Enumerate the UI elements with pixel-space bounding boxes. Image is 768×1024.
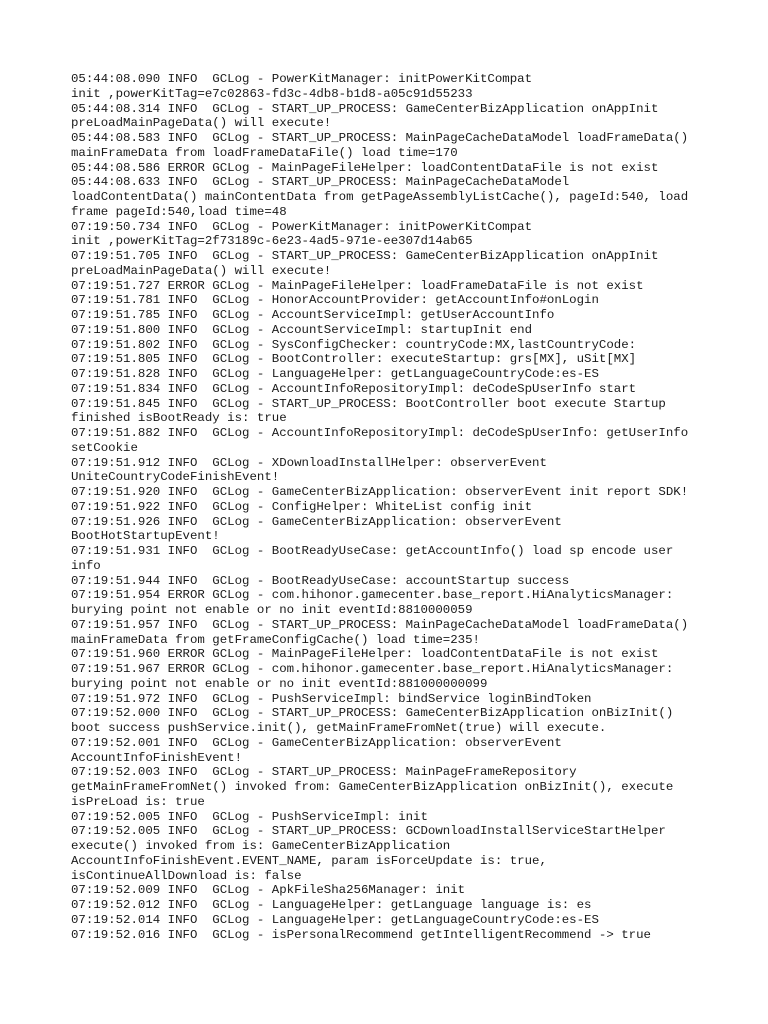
log-line: mainFrameData from loadFrameDataFile() load time=170	[71, 145, 458, 160]
log-line: 07:19:51.705 INFO GCLog - START_UP_PROCESS: GameCenterBizApplication onAppInit	[71, 249, 659, 263]
log-line: 07:19:51.828 INFO GCLog - LanguageHelper: getLanguageCountryCode:es-ES	[71, 367, 599, 381]
log-line: 07:19:51.834 INFO GCLog - AccountInfoRepositoryImpl: deCodeSpUserInfo start	[71, 381, 637, 396]
log-line: init ,powerKitTag=e7c02863-fd3c-4db8-b1d8-a05c91d55233	[71, 86, 473, 101]
log-line: 07:19:51.967 ERROR GCLog - com.hihonor.gamecenter.base_report.HiAnalyticsManager:	[71, 662, 674, 676]
log-line: 05:44:08.583 INFO GCLog - START_UP_PROCESS: MainPageCacheDataModel loadFrameData()	[71, 131, 689, 145]
log-line: execute() invoked from is: GameCenterBizApplication	[71, 839, 451, 853]
log-line: 07:19:52.012 INFO GCLog - LanguageHelper: getLanguage language is: es	[71, 898, 592, 912]
log-line: frame pageId:540,load time=48	[71, 204, 287, 219]
log-line: finished isBootReady is: true	[71, 411, 287, 426]
log-line: 05:44:08.314 INFO GCLog - START_UP_PROCESS: GameCenterBizApplication onAppInit	[71, 101, 659, 116]
log-line: burying point not enable or no init eventId:8810000059	[71, 603, 473, 617]
log-line: 07:19:52.005 INFO GCLog - START_UP_PROCESS: GCDownloadInstallServiceStartHelper	[71, 824, 666, 839]
log-line: 07:19:51.805 INFO GCLog - BootController: executeStartup: grs[MX], uSit[MX]	[71, 352, 637, 367]
log-line: 05:44:08.090 INFO GCLog - PowerKitManager: initPowerKitCompat	[71, 72, 533, 86]
log-line: 05:44:08.586 ERROR GCLog - MainPageFileHelper: loadContentDataFile is not exist	[71, 160, 659, 175]
log-line: 07:19:52.009 INFO GCLog - ApkFileSha256Manager: init	[71, 883, 466, 898]
log-line: isContinueAllDownload is: false	[71, 868, 302, 883]
log-line: preLoadMainPageData() will execute!	[71, 263, 332, 278]
log-line: boot success pushService.init(), getMainFrameFromNet(true) will execute.	[71, 721, 607, 735]
log-line: 07:19:51.944 INFO GCLog - BootReadyUseCase: accountStartup success	[71, 573, 570, 588]
log-line: 07:19:51.912 INFO GCLog - XDownloadInstallHelper: observerEvent	[71, 455, 547, 470]
log-line: 07:19:52.001 INFO GCLog - GameCenterBizApplication: observerEvent	[71, 735, 562, 750]
log-line: AccountInfoFinishEvent!	[71, 750, 243, 765]
log-line: 05:44:08.633 INFO GCLog - START_UP_PROCESS: MainPageCacheDataModel	[71, 175, 570, 190]
log-line: preLoadMainPageData() will execute!	[71, 116, 332, 131]
log-line: BootHotStartupEvent!	[71, 529, 220, 544]
log-line: 07:19:51.785 INFO GCLog - AccountServiceImpl: getUserAccountInfo	[71, 308, 555, 322]
log-line: 07:19:52.005 INFO GCLog - PushServiceImpl: init	[71, 809, 428, 824]
log-line: 07:19:52.016 INFO GCLog - isPersonalRecommend getIntelligentRecommend -> true	[71, 927, 651, 942]
log-line: 07:19:51.972 INFO GCLog - PushServiceImpl: bindService loginBindToken	[71, 691, 592, 706]
log-line: burying point not enable or no init eventId:881000000099	[71, 676, 488, 691]
log-line: 07:19:51.781 INFO GCLog - HonorAccountProvider: getAccountInfo#onLogin	[71, 293, 599, 308]
log-document	[71, 72, 711, 942]
log-line: 07:19:51.882 INFO GCLog - AccountInfoRepositoryImpl: deCodeSpUserInfo: getUserInfo	[71, 426, 689, 440]
log-line: getMainFrameFromNet() invoked from: GameCenterBizApplication onBizInit(), execute	[71, 780, 674, 794]
log-line: mainFrameData from getFrameConfigCache() load time=235!	[71, 632, 480, 647]
log-line: AccountInfoFinishEvent.EVENT_NAME, param isForceUpdate is: true,	[71, 853, 547, 868]
log-line: 07:19:52.003 INFO GCLog - START_UP_PROCESS: MainPageFrameRepository	[71, 765, 577, 780]
log-line: loadContentData() mainContentData from getPageAssemblyListCache(), pageId:540, load	[71, 190, 689, 204]
log-line: 07:19:51.727 ERROR GCLog - MainPageFileHelper: loadFrameDataFile is not exist	[71, 278, 644, 293]
log-line: 07:19:51.800 INFO GCLog - AccountServiceImpl: startupInit end	[71, 322, 533, 337]
log-line: info	[71, 558, 101, 573]
log-line: setCookie	[71, 440, 138, 455]
log-line: isPreLoad is: true	[71, 794, 205, 809]
log-line: 07:19:51.922 INFO GCLog - ConfigHelper: WhiteList config init	[71, 499, 533, 514]
log-line: 07:19:52.014 INFO GCLog - LanguageHelper: getLanguageCountryCode:es-ES	[71, 912, 599, 927]
log-line: 07:19:51.954 ERROR GCLog - com.hihonor.gamecenter.base_report.HiAnalyticsManager:	[71, 588, 674, 603]
log-line: init ,powerKitTag=2f73189c-6e23-4ad5-971e-ee307d14ab65	[71, 234, 473, 249]
log-line: 07:19:52.000 INFO GCLog - START_UP_PROCESS: GameCenterBizApplication onBizInit()	[71, 706, 674, 721]
log-line: 07:19:51.926 INFO GCLog - GameCenterBizApplication: observerEvent	[71, 514, 562, 529]
log-line: 07:19:51.920 INFO GCLog - GameCenterBizApplication: observerEvent init report SDK!	[71, 485, 689, 499]
log-line: 07:19:51.957 INFO GCLog - START_UP_PROCESS: MainPageCacheDataModel loadFrameData()	[71, 617, 689, 632]
log-line: 07:19:50.734 INFO GCLog - PowerKitManager: initPowerKitCompat	[71, 219, 533, 234]
log-line: UniteCountryCodeFinishEvent!	[71, 470, 280, 485]
log-line: 07:19:51.960 ERROR GCLog - MainPageFileHelper: loadContentDataFile is not exist	[71, 647, 659, 662]
log-line: 07:19:51.802 INFO GCLog - SysConfigChecker: countryCode:MX,lastCountryCode:	[71, 337, 637, 352]
log-line: 07:19:51.845 INFO GCLog - START_UP_PROCESS: BootController boot execute Startup	[71, 396, 666, 411]
log-line: 07:19:51.931 INFO GCLog - BootReadyUseCase: getAccountInfo() load sp encode user	[71, 544, 674, 558]
